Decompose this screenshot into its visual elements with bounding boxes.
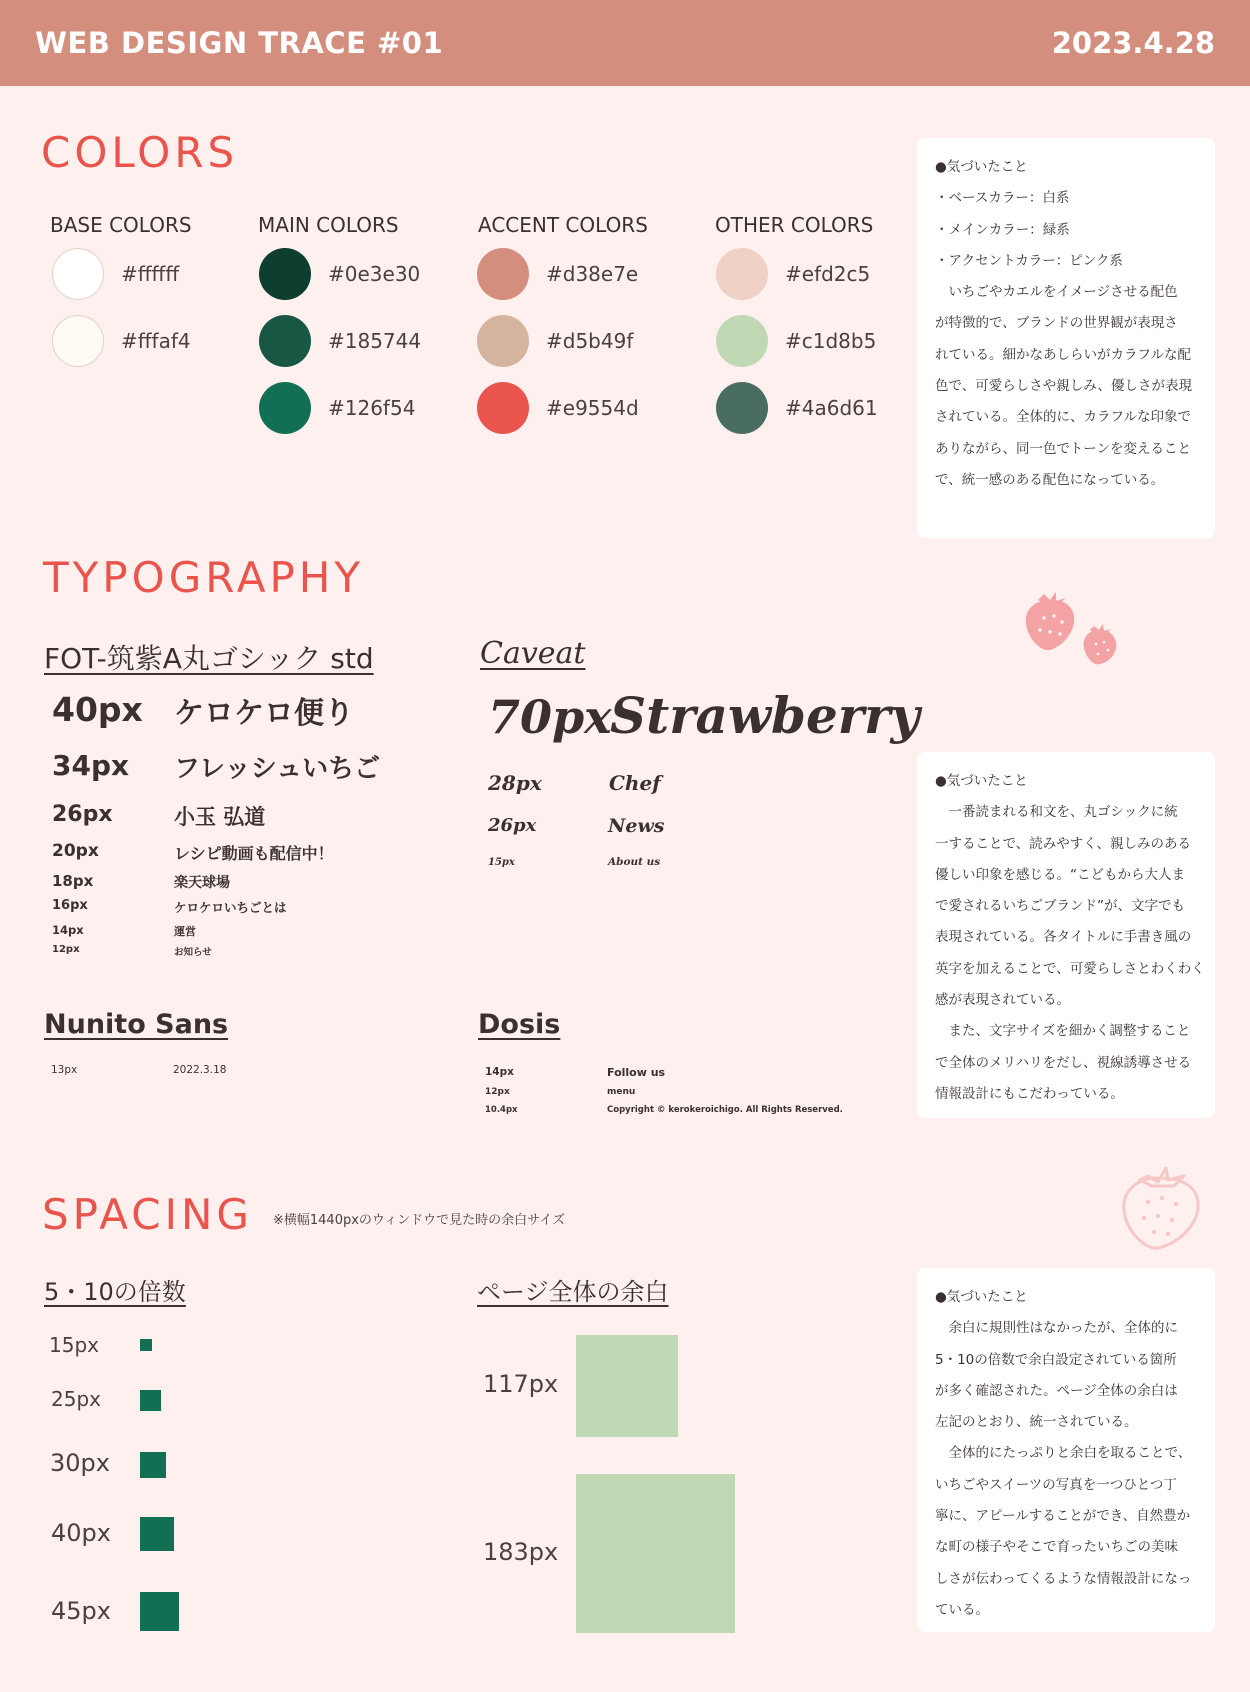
font-sample: About us [608,856,661,868]
note-line: で愛されるいちごブランド”が、文字でも [935,898,1185,915]
spacing-label: 40px [51,1519,111,1547]
font-sample: News [608,815,665,837]
color-hex: #126f54 [328,396,416,420]
note-line: な町の様子やそこで育ったいちごの美味 [935,1539,1178,1556]
color-hex: #d5b49f [546,329,634,353]
color-hex: #fffaf4 [121,329,191,353]
font-sample: 運営 [174,925,196,938]
spacing-label: 15px [49,1333,99,1357]
font-sample: 小玉 弘道 [174,805,266,829]
spacing-label: 30px [50,1449,110,1477]
note-line: ・アクセントカラー：ピンク系 [935,252,1123,269]
color-hex: #c1d8b5 [785,329,877,353]
font-size-label: 10.4px [485,1105,518,1115]
color-hex: #e9554d [546,396,639,420]
font-sample: Follow us [607,1066,666,1079]
font-size-label: 13px [51,1064,78,1076]
font-size-label: 26px [488,815,537,836]
font-size-label: 34px [52,749,130,782]
note-line: また、文字サイズを細かく調整すること [935,1023,1191,1040]
note-line: が特徴的で、ブランドの世界観が表現さ [935,315,1178,332]
spacing-note: ※横幅1440pxのウィンドウで見た時の余白サイズ [273,1213,566,1228]
color-swatch [477,248,529,300]
color-swatch [477,315,529,367]
strawberry-icon [1020,588,1125,678]
font-sample: ケロケロいちごとは [174,900,287,915]
font-size-label: 28px [488,771,542,795]
note-line: 5・10の倍数で余白設定されている箇所 [935,1351,1177,1368]
note-line: ありながら、同一色でトーンを変えること [935,440,1191,457]
font-size-label: 14px [485,1066,514,1078]
color-hex: #0e3e30 [328,262,421,286]
spacing-section-title: SPACING [42,1190,253,1239]
colors-section-title: COLORS [41,128,239,177]
note-line: 英字を加えることで、可愛らしさとわくわく [935,960,1205,977]
note-line: 優しい印象を感じる。“こどもから大人ま [935,866,1185,883]
color-swatch [259,315,311,367]
note-line: れている。細かなあしらいがカラフルな配 [935,346,1191,363]
note-line: 全体的にたっぷりと余白を取ることで、 [935,1445,1192,1462]
note-line: しさが伝わってくるような情報設計になっ [935,1570,1192,1587]
note-line: ・メインカラー：緑系 [935,221,1070,238]
colors-note-card [917,138,1215,538]
spacing-label: 183px [483,1538,559,1566]
note-line: ている。 [935,1601,989,1618]
font-size-label: 26px [52,802,113,827]
font-sample: レシピ動画も配信中！ [174,844,334,863]
strawberry-outline-icon [1118,1158,1210,1256]
typography-note-card [917,752,1215,1118]
note-line: 表現されている。各タイトルに手書き風の [935,929,1192,946]
font-size-label: 20px [52,841,99,861]
font-sample: 2022.3.18 [173,1064,227,1076]
font-sample: Chef [609,771,661,795]
spacing-square [140,1390,161,1411]
spacing-square [140,1592,179,1631]
note-line: ●気づいたこと [935,159,1028,175]
color-swatch [52,315,104,367]
font-size-label: 18px [52,872,94,890]
spacing-square [140,1517,174,1551]
color-swatch [716,315,768,367]
multiples-title: 5・10の倍数 [44,1278,186,1306]
accent-colors-title: ACCENT COLORS [478,213,648,237]
main-colors-title: MAIN COLORS [258,213,399,237]
font-size-label: 14px [52,923,84,937]
note-line: 左記のとおり、統一されている。 [935,1414,1138,1431]
font-size-label: 40px [52,690,143,729]
note-line: 感が表現されている。 [935,992,1070,1009]
maru-gothic-font-name: FOT-筑紫A丸ゴシック std [44,642,374,675]
typography-section-title: TYPOGRAPHY [43,553,365,602]
page-margin-block [576,1474,735,1633]
color-swatch [716,382,768,434]
font-size-label: 70px [488,690,612,744]
color-hex: #185744 [328,329,422,353]
color-swatch [259,382,311,434]
font-sample: ケロケロ便り [174,696,354,731]
font-sample: フレッシュいちご [174,754,381,784]
spacing-square [140,1339,152,1351]
color-hex: #efd2c5 [785,262,871,286]
note-line: で全体のメリハリをだし、視線誘導させる [935,1054,1192,1071]
spacing-note-card [917,1268,1215,1632]
font-size-label: 16px [52,898,88,913]
note-line: いちごやスイーツの写真を一つひとつ丁 [935,1476,1177,1493]
note-line: されている。全体的に、カラフルな印象で [935,409,1191,426]
page-header [0,0,1250,86]
color-swatch [716,248,768,300]
note-line: 寧に、アピールすることができ、自然豊か [935,1508,1191,1525]
note-line: 情報設計にもこだわっている。 [935,1085,1124,1102]
note-line: ・ベースカラー：白系 [935,190,1070,207]
nunito-font-name: Nunito Sans [44,1009,229,1040]
font-sample: お知らせ [174,947,212,958]
page-margin-title: ページ全体の余白 [477,1278,669,1306]
note-line: いちごやカエルをイメージさせる配色 [935,284,1178,301]
color-swatch [477,382,529,434]
note-line: 色で、可愛らしさや親しみ、優しさが表現 [935,378,1193,395]
note-line: 一することで、読みやすく、親しみのある [935,835,1191,852]
base-colors-title: BASE COLORS [50,213,192,237]
font-sample: menu [607,1087,636,1097]
dosis-font-name: Dosis [478,1009,561,1040]
color-hex: #d38e7e [546,262,639,286]
page-date: 2023.4.28 [1051,26,1215,60]
font-size-label: 15px [488,857,515,868]
note-line: 一番読まれる和文を、丸ゴシックに統 [935,804,1178,821]
spacing-label: 117px [483,1370,559,1398]
color-swatch [259,248,311,300]
color-hex: #4a6d61 [785,396,878,420]
note-line: 余白に規則性はなかったが、全体的に [935,1320,1178,1337]
spacing-square [140,1452,166,1478]
note-line: で、統一感のある配色になっている。 [935,471,1165,488]
font-sample: Copyright © kerokeroichigo. All Rights Reserved. [607,1105,843,1115]
color-hex: #ffffff [121,262,180,286]
page-margin-block [576,1335,678,1437]
font-sample: 楽天球場 [174,875,230,891]
spacing-label: 25px [51,1387,101,1411]
spacing-label: 45px [51,1597,111,1625]
page-title: WEB DESIGN TRACE #01 [35,26,444,60]
font-sample: Strawberry [610,686,920,745]
font-size-label: 12px [485,1087,510,1097]
color-swatch [52,248,104,300]
other-colors-title: OTHER COLORS [715,213,874,237]
note-line: ●気づいたこと [935,773,1028,789]
caveat-font-name: Caveat [480,636,586,671]
font-size-label: 12px [52,944,80,955]
note-line: が多く確認された。ページ全体の余白は [935,1382,1178,1399]
note-line: ●気づいたこと [935,1289,1028,1305]
